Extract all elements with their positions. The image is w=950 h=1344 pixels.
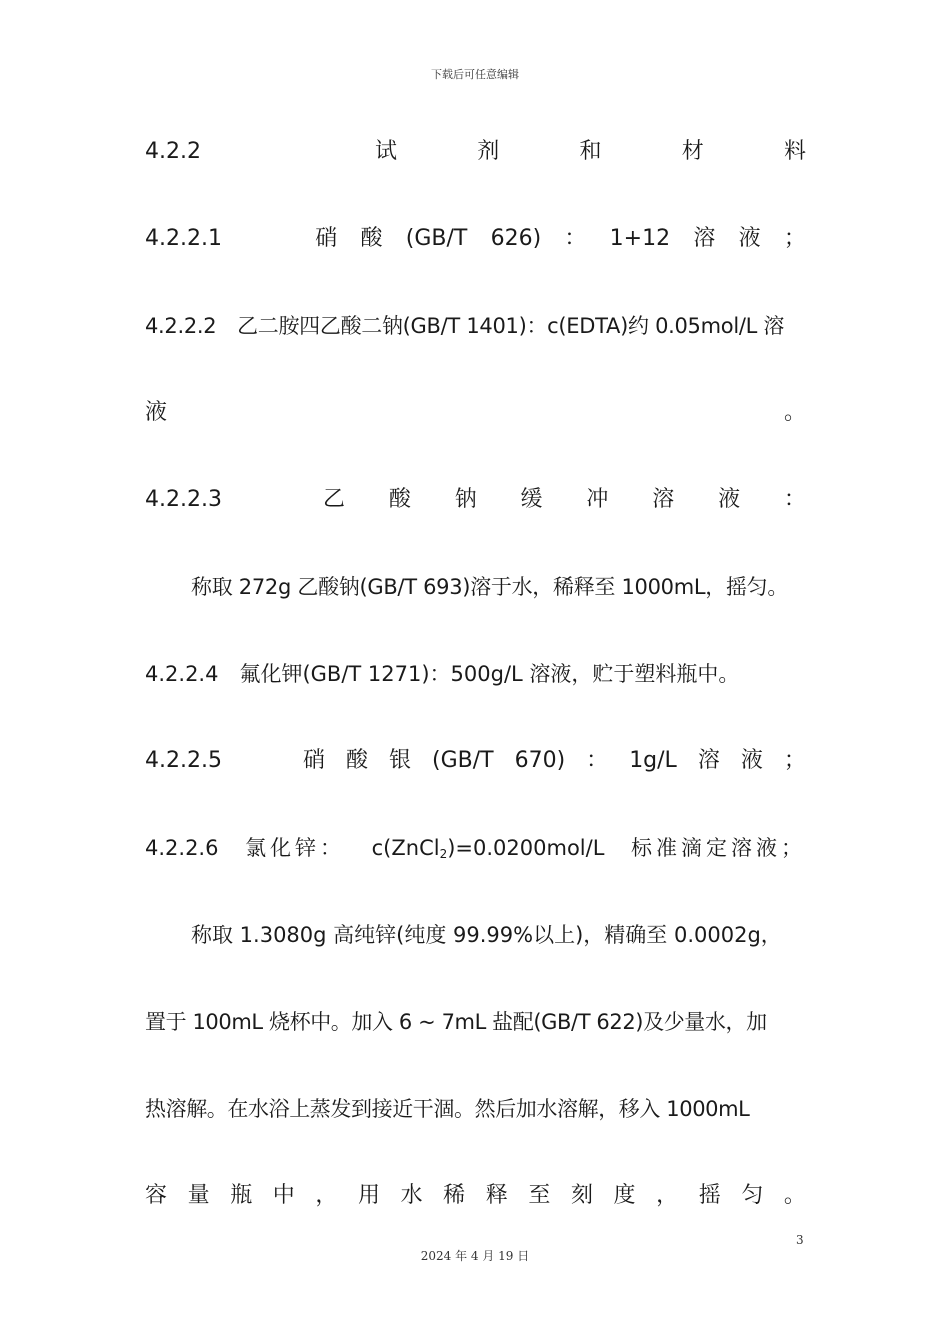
item-text-part: 670) (514, 748, 566, 773)
title-char: 酸 (388, 487, 411, 512)
item-text-part: 酸 (345, 748, 368, 773)
page-header: 下载后可任意编辑 (431, 68, 519, 81)
item-text-part: ； (783, 748, 806, 773)
body-char: 稀 (443, 1183, 466, 1208)
body-char: 摇 (698, 1183, 721, 1208)
item-title (323, 485, 806, 515)
section-number: 4.2.2 (145, 139, 201, 164)
title-char: 料 (783, 139, 806, 164)
body-char: 瓶 (230, 1183, 253, 1208)
body-char: 匀 (741, 1183, 764, 1208)
body-char: 至 (528, 1183, 551, 1208)
item-text-part: 液 (145, 400, 168, 425)
body-char: 度 (613, 1183, 636, 1208)
item-number: 4.2.2.3 (145, 487, 222, 512)
item-text-part: 标准滴定溶液； (630, 836, 806, 860)
formula-subscript: 2 (439, 847, 448, 861)
item-text-part: 液 (740, 748, 763, 773)
title-char: 溶 (652, 487, 675, 512)
item-text-part: 626) (490, 226, 542, 251)
title-char: 乙 (323, 487, 346, 512)
item-number: 4.2.2.6 (145, 836, 219, 860)
body-char: 水 (400, 1183, 423, 1208)
item-text-part: ： (586, 748, 609, 773)
page-footer-date: 2024 年 4 月 19 日 (420, 1249, 530, 1263)
item-text-part: ： (564, 226, 587, 251)
item-number: 4.2.2.5 (145, 748, 222, 773)
item-text-part: 硝 (315, 226, 338, 251)
title-char: 试 (375, 139, 398, 164)
body-char: 刻 (570, 1183, 593, 1208)
body-char: ， (656, 1183, 679, 1208)
body-char: 。 (783, 1183, 806, 1208)
body-char: ， (315, 1183, 338, 1208)
body-char: 中 (272, 1183, 295, 1208)
title-char: 材 (681, 139, 704, 164)
body-paragraph-line: 称取 1.3080g 高纯锌(纯度 99.99%以上)，精确至 0.0002g， (191, 923, 782, 947)
item-4-2-2-2: 4.2.2.2 乙二胺四乙酸二钠(GB/T 1401)：c(EDTA)约 0.05mol/L 溶 (145, 314, 785, 338)
item-text-part: 硝 (302, 748, 325, 773)
item-text-part: 酸 (360, 226, 383, 251)
body-paragraph-line-last (145, 1181, 806, 1211)
title-char: ： (783, 487, 806, 512)
title-char: 和 (579, 139, 602, 164)
page-number: 3 (796, 1233, 804, 1247)
item-text-part: 溶 (697, 748, 720, 773)
formula-part: )=0.0200mol/L (447, 836, 605, 860)
item-number: 4.2.2.1 (145, 226, 222, 251)
item-4-2-2-5 (145, 746, 806, 776)
item-text-part: (GB/T (432, 748, 494, 773)
title-char: 钠 (454, 487, 477, 512)
item-text-part: 液 (738, 226, 761, 251)
body-paragraph-line: 热溶解。在水浴上蒸发到接近干涸。然后加水溶解，移入 1000mL (145, 1097, 750, 1121)
item-text-part: 银 (389, 748, 412, 773)
item-label: 氯化锌： (245, 836, 346, 860)
section-heading-4-2-2 (145, 137, 806, 167)
body-char: 释 (485, 1183, 508, 1208)
item-text-part: 1g/L (629, 748, 677, 773)
item-4-2-2-1 (145, 224, 806, 254)
title-char: 缓 (520, 487, 543, 512)
item-4-2-2-3 (145, 485, 806, 515)
formula-part: c(ZnCl (371, 836, 440, 860)
body-char: 量 (187, 1183, 210, 1208)
title-char: 液 (718, 487, 741, 512)
body-char: 用 (357, 1183, 380, 1208)
body-char: 容 (145, 1183, 168, 1208)
item-text-part: 溶 (693, 226, 716, 251)
item-text-part: 。 (783, 400, 806, 425)
body-paragraph-line: 置于 100mL 烧杯中。加入 6 ~ 7mL 盐配(GB/T 622)及少量水，加 (145, 1010, 767, 1034)
item-text-part: 1+12 (609, 226, 671, 251)
item-4-2-2-6 (145, 833, 806, 869)
item-text-part: (GB/T (405, 226, 468, 251)
title-char: 剂 (477, 139, 500, 164)
item-text-part: ； (783, 226, 806, 251)
item-4-2-2-4: 4.2.2.4 氟化钾(GB/T 1271)：500g/L 溶液，贮于塑料瓶中。 (145, 662, 740, 686)
section-title (375, 137, 806, 167)
formula (372, 833, 605, 869)
item-4-2-2-3-body: 称取 272g 乙酸钠(GB/T 693)溶于水，稀释至 1000mL，摇匀。 (191, 575, 789, 599)
title-char: 冲 (586, 487, 609, 512)
item-4-2-2-2-continued (145, 398, 806, 428)
